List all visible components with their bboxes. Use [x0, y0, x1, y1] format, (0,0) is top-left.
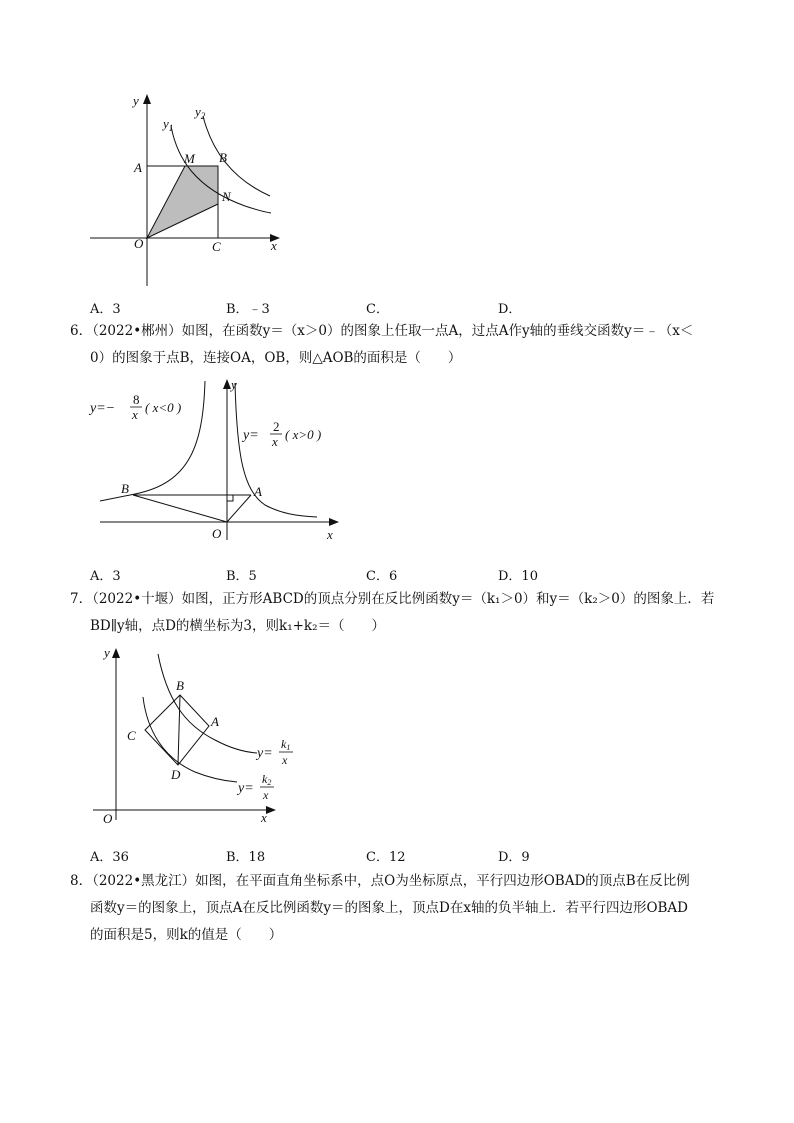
label-right-formula-num: 2 [273, 419, 280, 434]
question-source: （2022•黑龙江） [92, 873, 196, 889]
line-OB [133, 495, 227, 522]
y-axis-arrow [112, 648, 120, 658]
label-right-formula-prefix: y= [243, 428, 259, 443]
q5-option-a[interactable]: A．3 [90, 302, 121, 317]
question-source: （2022•十堰） [92, 591, 182, 607]
question-7-line-2 [70, 613, 730, 640]
question-number: 6． [70, 323, 93, 339]
label-x-axis: x [271, 238, 277, 253]
label-right-formula-den: x [272, 434, 278, 449]
question-8 [70, 868, 730, 949]
q5-option-b[interactable]: B．﹣3 [226, 302, 270, 317]
label-x-axis: x [327, 527, 333, 542]
q6-options [90, 565, 650, 585]
question-number: 7． [70, 591, 93, 607]
x-axis-arrow [329, 518, 339, 526]
question-8-line-2 [70, 895, 730, 922]
y-axis-arrow [223, 379, 231, 389]
label-D: D [171, 767, 181, 782]
question-number: 8． [70, 873, 93, 889]
curve-k2 [143, 697, 237, 782]
label-O: O [103, 811, 113, 826]
question-text: 如图，在函数y＝（x＞0）的图象上任取一点A，过点A作y轴的垂线交函数y＝﹣（x＜ [181, 323, 694, 339]
label-left-formula-prefix: y=− [90, 401, 116, 416]
q7-option-c[interactable]: C．12 [366, 850, 406, 865]
x-axis-arrow [266, 806, 276, 814]
label-x-axis: x [261, 810, 267, 825]
label-O: O [212, 526, 222, 541]
question-6-line-1 [70, 318, 730, 345]
right-angle-mark [227, 495, 233, 501]
q6-option-c[interactable]: C．6 [366, 569, 398, 584]
figure-q5 [85, 88, 295, 293]
question-text: 函数y＝的图象上，顶点A在反比例函数y＝的图象上，顶点D在x轴的负半轴上．若平行四边形OBAD [90, 900, 689, 916]
label-O: O [134, 236, 144, 251]
label-B: B [219, 150, 227, 165]
question-8-line-1 [70, 868, 730, 895]
question-6 [70, 318, 730, 372]
label-curve1-den: x [282, 753, 288, 767]
figure-q6 [85, 375, 350, 545]
y-axis-arrow [143, 94, 151, 104]
line-OA [227, 495, 251, 522]
label-curve2-num: k2 [262, 772, 272, 787]
curve-k1 [158, 654, 257, 753]
question-text: 如图，在平面直角坐标系中，点O为坐标原点，平行四边形OBAD的顶点B在反比例 [195, 873, 690, 889]
question-6-line-2 [70, 345, 730, 372]
question-text: BD∥y轴，点D的横坐标为3，则k₁+k₂＝（ ） [90, 618, 386, 634]
label-B: B [176, 678, 184, 693]
label-A: A [134, 160, 142, 175]
q5-options [90, 298, 650, 318]
figure-q7 [85, 640, 310, 835]
question-8-line-3 [70, 922, 730, 949]
q7-options [90, 846, 650, 866]
question-text: 0）的图象于点B，连接OA，OB，则△AOB的面积是（ ） [90, 350, 462, 366]
q7-option-a[interactable]: A．36 [90, 850, 129, 865]
q5-option-d[interactable]: D． [498, 302, 522, 317]
curve-left [100, 381, 205, 501]
label-C: C [212, 239, 221, 254]
label-curve2-prefix: y= [238, 781, 254, 796]
question-text: 如图，正方形ABCD的顶点分别在反比例函数y＝（k₁＞0）和y＝（k₂＞0）的图象上．若 [181, 591, 715, 607]
shaded-region [147, 166, 218, 238]
q7-option-b[interactable]: B．18 [226, 850, 266, 865]
question-7 [70, 586, 730, 640]
label-B: B [121, 481, 129, 496]
q5-option-c[interactable]: C． [366, 302, 389, 317]
q6-option-d[interactable]: D．10 [498, 569, 538, 584]
label-y-axis: y [104, 645, 110, 660]
label-y-axis: y [133, 93, 139, 108]
label-left-formula-den: x [132, 407, 138, 422]
label-curve2-den: x [263, 788, 269, 802]
question-7-line-1 [70, 586, 730, 613]
label-M: M [184, 151, 195, 166]
label-curve1-prefix: y= [257, 746, 273, 761]
label-curve1-num: k1 [281, 737, 291, 752]
label-y-axis: y [231, 377, 237, 392]
label-y2: $y_2$ [195, 104, 206, 121]
label-A: A [254, 484, 262, 499]
label-left-formula-domain: ( x<0 ) [145, 400, 182, 415]
q7-option-d[interactable]: D．9 [498, 850, 530, 865]
label-C: C [127, 728, 136, 743]
label-left-formula-num: 8 [133, 392, 140, 407]
question-text: 的面积是5，则k的值是（ ） [90, 927, 283, 943]
question-source: （2022•郴州） [92, 323, 182, 339]
q6-option-a[interactable]: A．3 [90, 569, 121, 584]
diagonal-BD [178, 695, 180, 765]
q6-option-b[interactable]: B．5 [226, 569, 257, 584]
label-right-formula-domain: ( x>0 ) [285, 427, 322, 442]
label-A: A [211, 714, 219, 729]
label-N: N [222, 189, 231, 204]
curve-right [235, 383, 317, 517]
label-y1: $y_1$ [163, 116, 174, 133]
